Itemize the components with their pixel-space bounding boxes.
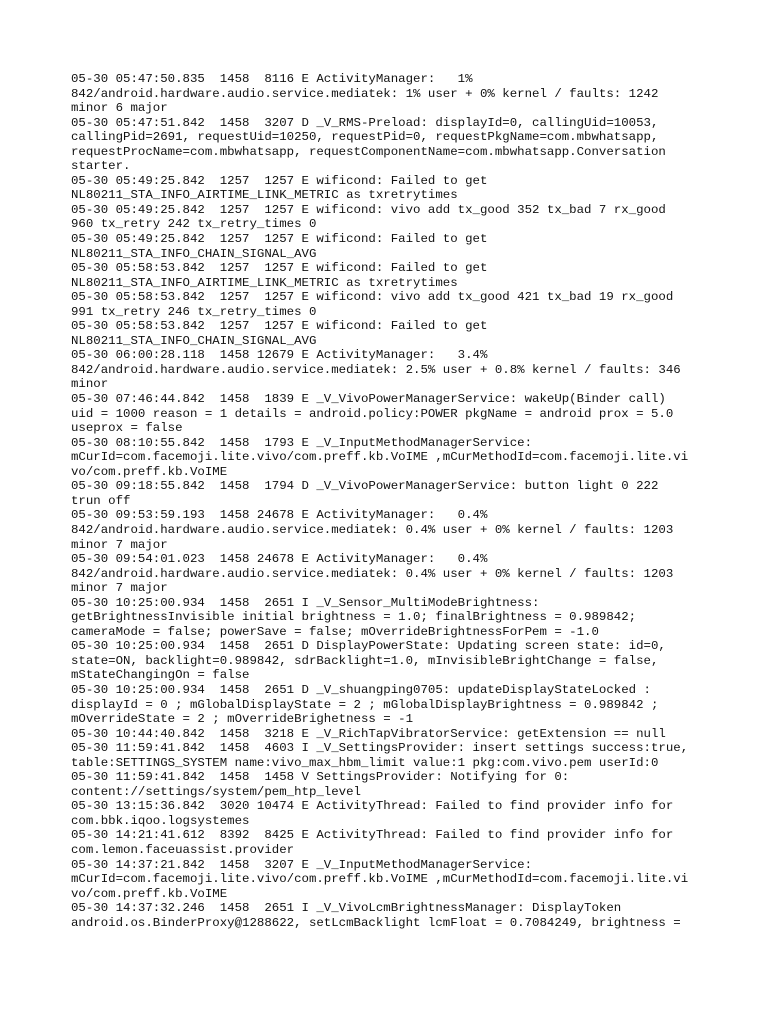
log-line: useprox = false	[71, 421, 183, 436]
log-line: 991 tx_retry 246 tx_retry_times 0	[71, 304, 317, 319]
log-line: 05-30 05:58:53.842 1257 1257 E wificond: Failed to get	[71, 319, 488, 334]
log-line: 842/android.hardware.audio.service.mediatek: 0.4% user + 0% kernel / faults: 1203	[71, 522, 674, 537]
log-line: mCurId=com.facemoji.lite.vivo/com.preff.kb.VoIME ,mCurMethodId=com.facemoji.lite.vi	[71, 872, 689, 887]
log-line: 05-30 11:59:41.842 1458 4603 I _V_SettingsProvider: insert settings success:true,	[71, 741, 689, 756]
log-line: mStateChangingOn = false	[71, 668, 250, 683]
log-line: table:SETTINGS_SYSTEM name:vivo_max_hbm_limit value:1 pkg:com.vivo.pem userId:0	[71, 755, 659, 770]
log-line: 05-30 10:44:40.842 1458 3218 E _V_RichTapVibratorService: getExtension == null	[71, 726, 666, 741]
log-line: 05-30 08:10:55.842 1458 1793 E _V_InputMethodManagerService:	[71, 435, 533, 450]
log-line: NL80211_STA_INFO_CHAIN_SIGNAL_AVG	[71, 333, 317, 348]
log-line: NL80211_STA_INFO_AIRTIME_LINK_METRIC as txretrytimes	[71, 188, 458, 203]
log-line: 05-30 14:21:41.612 8392 8425 E ActivityThread: Failed to find provider info for	[71, 828, 674, 843]
log-line: 05-30 07:46:44.842 1458 1839 E _V_VivoPowerManagerService: wakeUp(Binder call)	[71, 392, 666, 407]
log-line: minor 6 major	[71, 101, 168, 116]
log-line: 05-30 14:37:21.842 1458 3207 E _V_InputMethodManagerService:	[71, 857, 533, 872]
log-line: vo/com.preff.kb.VoIME	[71, 464, 228, 479]
log-line: requestProcName=com.mbwhatsapp, requestComponentName=com.mbwhatsapp.Conversation	[71, 144, 666, 159]
log-line: minor	[71, 377, 109, 392]
log-line: 05-30 05:58:53.842 1257 1257 E wificond: vivo add tx_good 421 tx_bad 19 rx_good	[71, 290, 674, 305]
log-line: com.bbk.iqoo.logsystemes	[71, 813, 250, 828]
log-line: displayId = 0 ; mGlobalDisplayState = 2 ; mGlobalDisplayBrightness = 0.989842 ;	[71, 697, 659, 712]
log-line: 05-30 09:18:55.842 1458 1794 D _V_VivoPowerManagerService: button light 0 222	[71, 479, 659, 494]
log-line: 960 tx_retry 242 tx_retry_times 0	[71, 217, 317, 232]
log-line: 05-30 13:15:36.842 3020 10474 E ActivityThread: Failed to find provider info for	[71, 799, 674, 814]
log-line: getBrightnessInvisible initial brightness = 1.0; finalBrightness = 0.989842;	[71, 610, 637, 625]
log-line: 05-30 05:58:53.842 1257 1257 E wificond: Failed to get	[71, 261, 488, 276]
log-line: mOverrideState = 2 ; mOverrideBrighetness = -1	[71, 712, 414, 727]
log-line: callingPid=2691, requestUid=10250, requestPid=0, requestPkgName=com.mbwhatsapp,	[71, 130, 659, 145]
log-line: 05-30 10:25:00.934 1458 2651 D _V_shuangping0705: updateDisplayStateLocked :	[71, 682, 651, 697]
log-line: mCurId=com.facemoji.lite.vivo/com.preff.kb.VoIME ,mCurMethodId=com.facemoji.lite.vi	[71, 450, 689, 465]
log-line: 05-30 11:59:41.842 1458 1458 V SettingsProvider: Notifying for 0:	[71, 770, 570, 785]
log-line: 842/android.hardware.audio.service.mediatek: 1% user + 0% kernel / faults: 1242	[71, 86, 659, 101]
log-line: uid = 1000 reason = 1 details = android.policy:POWER pkgName = android prox = 5.0	[71, 406, 674, 421]
log-line: 05-30 05:49:25.842 1257 1257 E wificond: Failed to get	[71, 232, 488, 247]
log-line: 05-30 05:47:51.842 1458 3207 D _V_RMS-Preload: displayId=0, callingUid=10053,	[71, 115, 659, 130]
log-line: 05-30 05:49:25.842 1257 1257 E wificond: vivo add tx_good 352 tx_bad 7 rx_good	[71, 202, 666, 217]
log-line: android.os.BinderProxy@1288622, setLcmBacklight lcmFloat = 0.7084249, brightness =	[71, 915, 681, 930]
log-line: NL80211_STA_INFO_AIRTIME_LINK_METRIC as txretrytimes	[71, 275, 458, 290]
log-line: 05-30 05:47:50.835 1458 8116 E ActivityManager: 1%	[71, 72, 473, 86]
log-line: vo/com.preff.kb.VoIME	[71, 886, 228, 901]
log-document	[71, 72, 711, 930]
log-line: 05-30 09:53:59.193 1458 24678 E ActivityManager: 0.4%	[71, 508, 488, 523]
log-line: 05-30 10:25:00.934 1458 2651 I _V_Sensor_MultiModeBrightness:	[71, 595, 540, 610]
log-line: starter.	[71, 159, 131, 174]
log-line: 05-30 10:25:00.934 1458 2651 D DisplayPowerState: Updating screen state: id=0,	[71, 639, 666, 654]
log-line: 842/android.hardware.audio.service.mediatek: 0.4% user + 0% kernel / faults: 1203	[71, 566, 674, 581]
log-line: NL80211_STA_INFO_CHAIN_SIGNAL_AVG	[71, 246, 317, 261]
log-line: 05-30 14:37:32.246 1458 2651 I _V_VivoLcmBrightnessManager: DisplayToken	[71, 901, 622, 916]
log-line: 842/android.hardware.audio.service.mediatek: 2.5% user + 0.8% kernel / faults: 346	[71, 362, 681, 377]
log-line: 05-30 05:49:25.842 1257 1257 E wificond: Failed to get	[71, 173, 488, 188]
log-line: 05-30 06:00:28.118 1458 12679 E ActivityManager: 3.4%	[71, 348, 488, 363]
log-line: trun off	[71, 493, 131, 508]
log-line: minor 7 major	[71, 581, 168, 596]
log-line: minor 7 major	[71, 537, 168, 552]
log-line: com.lemon.faceuassist.provider	[71, 842, 295, 857]
log-line: cameraMode = false; powerSave = false; mOverrideBrightnessForPem = -1.0	[71, 624, 599, 639]
log-line: state=ON, backlight=0.989842, sdrBacklight=1.0, mInvisibleBrightChange = false,	[71, 653, 659, 668]
log-line: content://settings/system/pem_htp_level	[71, 784, 361, 799]
log-line: 05-30 09:54:01.023 1458 24678 E ActivityManager: 0.4%	[71, 552, 488, 567]
